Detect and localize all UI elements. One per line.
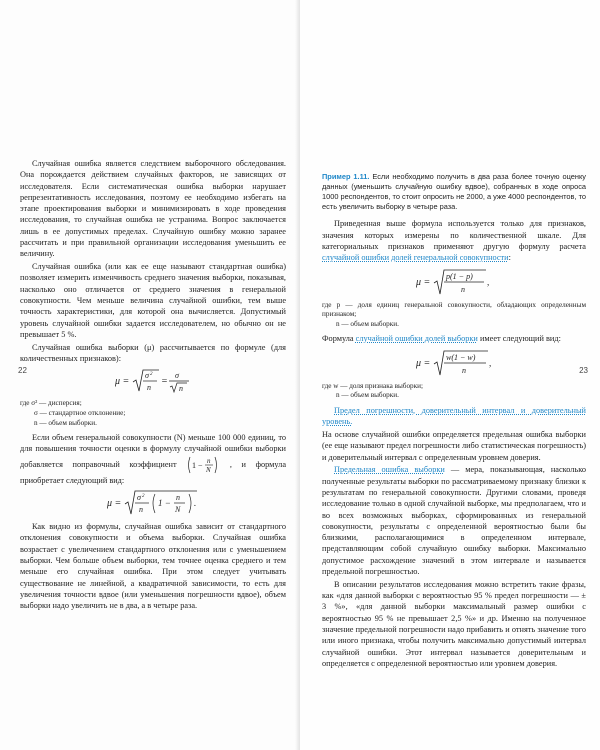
paragraph-part: Приведенная выше формула используется только для признаков, значения которых измерены по количественной шкале. Для категориальных признаков применяют другую формулу расчета [322, 219, 586, 251]
formula-corrected-error [20, 489, 286, 517]
svg-text:n: n [176, 493, 180, 503]
example-text: Если необходимо получить в два раза более точную оценку данных (уменьшить случайную ошибку вдвое), собранных в ходе опроса 1000 респондентов, то стоит опросить не 2000, а уже 4000 респондентов, то есть увеличить выборку в четыре раза. [322, 172, 586, 212]
paragraph [322, 464, 586, 577]
formula-mu-sigma [113, 367, 193, 395]
formula-legend [20, 399, 286, 428]
paragraph-part: , и формула приобретает следующий вид: [20, 459, 287, 485]
paragraph [20, 432, 286, 486]
paragraph [322, 333, 586, 344]
svg-text:w(1 − w): w(1 − w) [446, 352, 476, 362]
legend-line: σ — стандартное отклонение; [34, 408, 126, 417]
section-heading [322, 405, 586, 428]
svg-text:n: n [147, 383, 151, 393]
legend-line: n — объем выборки. [34, 418, 97, 427]
svg-text:n: n [139, 505, 143, 515]
page-number-left: 22 [18, 366, 27, 375]
term-link[interactable]: случайной ошибки долей выборки [355, 334, 478, 344]
paragraph-part: — мера, показывающая, насколько полученные результаты выборки по рассматриваемому признаку близки к результатам по генеральной совокупности. Другими словами, проведя исследование только в одной случайной выборке, мы предполагаем, что и во всех возможных выборках, сформированных из генеральной совокупности, результаты с определенной вероятностью были бы близкими, располагающимися в определенном интервале, представляющим собой случайную ошибку выборки. Максимально допустимое расхождение значений в этом интервале и называется предельной погрешностью. [322, 465, 586, 576]
svg-text:n: n [461, 284, 465, 294]
paragraph: Случайная ошибка (или как ее еще называют стандартная ошибка) позволяет измерить изменчивость среднего значения выборки, показывая, насколько оно отличается от среднего значения в генеральной совокупности. Чем меньше величина случайной ошибки, тем выше точность характеристики, для которой она вычисляется. Допустимый уровень случайной ошибки задается исследователем, но обычно он не превышает 5 %. [20, 262, 286, 339]
paragraph-part: Формула [322, 334, 354, 344]
example-label: Пример 1.11. [322, 172, 370, 181]
paragraph [322, 218, 586, 263]
svg-text:n: n [179, 384, 183, 394]
svg-text:,: , [489, 357, 492, 368]
svg-text:μ =: μ = [115, 376, 130, 388]
legend-line: n — объем выборки. [336, 319, 399, 328]
right-column [322, 172, 586, 671]
svg-text:p(1 − p): p(1 − p) [446, 271, 473, 281]
svg-text:μ =: μ = [416, 357, 431, 369]
formula-share-sample [322, 348, 586, 378]
svg-text:2: 2 [150, 372, 153, 378]
legend-line: где w — доля признака выборки; [322, 381, 423, 390]
svg-text:μ =: μ = [107, 498, 122, 510]
svg-text:.: . [194, 498, 197, 509]
heading-link[interactable]: Предел погрешности, доверительный интервал и доверительный уровень. [322, 405, 586, 427]
formula-correction-factor [186, 455, 220, 475]
svg-text:N: N [175, 505, 181, 515]
formula-mu-w [414, 348, 494, 378]
formula-share-general [322, 267, 586, 297]
svg-text:σ: σ [175, 371, 179, 381]
svg-text:n: n [462, 365, 466, 375]
legend-line: где p — доля единиц генеральной совокупности, обладающих определенным признаком; [322, 300, 586, 319]
legend-line: где σ² — дисперсия; [20, 399, 82, 408]
formula-legend [322, 382, 586, 401]
svg-text:n: n [207, 456, 211, 465]
formula-legend [322, 301, 586, 330]
formula-standard-error [20, 367, 286, 395]
paragraph: Как видно из формулы, случайная ошибка зависит от стандартного отклонения совокупности и объема выборки. Случайная ошибка возрастает с увеличением стандартного отклонения или с уменьшением выборки. Чем больше объем выборки, тем точнее оценка среднего и тем меньше его случайная ошибка. При этом следует учитывать существование не линейной, а квадратичной зависимости, то есть для увеличения точности вдвое (или уменьшения погрешности вдвое), объем выборки надо увеличить не в два, а в четыре раза. [20, 522, 286, 611]
svg-text:2: 2 [142, 494, 145, 500]
formula-mu-p [414, 267, 494, 297]
svg-text:σ: σ [145, 371, 149, 381]
svg-text:μ =: μ = [416, 276, 431, 288]
paragraph: На основе случайной ошибки определяется предельная ошибка выборки (ее еще называют предел погрешности либо статистическая погрешность) и доверительный интервал с определенным уровнем доверия. [322, 429, 586, 462]
term-link[interactable]: Предельная ошибка выборки [334, 465, 445, 475]
paragraph-part: имеет следующий вид: [479, 334, 561, 344]
paragraph: В описании результатов исследования можно встретить такие фразы, как «для данной выборки с вероятностью 95 % предел погрешности — ± 3 %», «для данной выборки максимальный размер ошибки с вероятностью 95 % не превышает 2,5 %» и др. Именно на полученное значение предельной погрешности надо прибавить и отнять значение того или иного признака, чтобы получить максимально допустимый интервал случайной ошибки. Этот интервал называется доверительным и определяется с определенной вероятностью или уровнем доверия. [322, 579, 586, 668]
svg-text:,: , [487, 276, 490, 287]
formula-mu-corrected [105, 489, 201, 517]
paragraph-part: Если объем генеральной совокупности (N) меньше 100 000 единиц, то для повышения точности оценки в формулу случайной ошибки выборки добавляется поправочный коэффициент [20, 433, 286, 469]
left-column [20, 158, 286, 613]
page-number-right: 23 [579, 366, 588, 375]
svg-text:1 −: 1 − [158, 498, 171, 509]
term-link[interactable]: случайной ошибки долей генеральной совокупности [322, 253, 509, 263]
example-block [322, 172, 586, 212]
legend-line: n — объем выборки. [336, 391, 399, 400]
right-page [300, 0, 600, 750]
svg-text:N: N [206, 465, 211, 474]
paragraph: Случайная ошибка выборки (μ) рассчитывается по формуле (для количественных признаков): [20, 342, 286, 364]
paragraph: Случайная ошибка является следствием выборочного обследования. Она порождается действием случайных факторов, не зависящих от исследователя. Если систематическая ошибка выборки нарушает репрезентативность исследования, поэтому ее необходимо избегать на этапе проектирования выборки и минимизировать в ходе проведения исследования, то случайная ошибка не устранима. Вопрос заключается лишь в ее допустимых пределах. Случайную ошибку можно заранее рассчитать и при правильной организации исследования уменьшить ее величину. [20, 159, 286, 259]
svg-text:=: = [161, 376, 168, 388]
paragraph-part: : [508, 253, 511, 263]
svg-text:1 −: 1 − [192, 460, 203, 470]
svg-text:σ: σ [137, 493, 141, 503]
